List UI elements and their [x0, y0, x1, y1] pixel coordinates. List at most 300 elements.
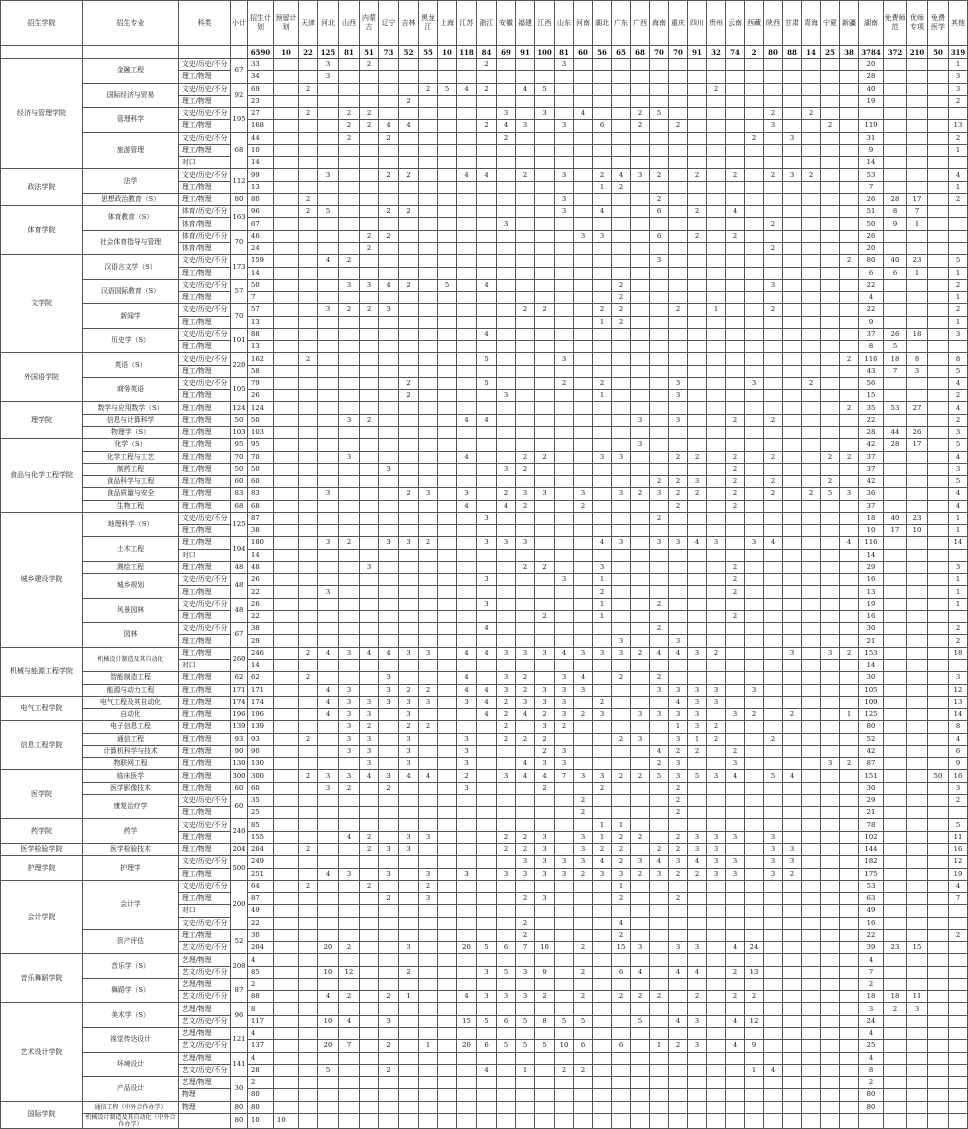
value-cell: [764, 610, 783, 622]
value-cell: 4: [612, 169, 631, 181]
value-cell: [339, 476, 360, 488]
value-cell: [764, 758, 783, 770]
college-cell: 护理学院: [1, 856, 83, 881]
value-cell: [419, 586, 438, 598]
value-cell: [745, 758, 764, 770]
value-cell: 3: [669, 390, 688, 402]
value-cell: [745, 574, 764, 586]
value-cell: [593, 929, 612, 941]
value-cell: [419, 390, 438, 402]
value-cell: [928, 1015, 949, 1027]
value-cell: [612, 660, 631, 672]
value-cell: [379, 745, 399, 757]
value-cell: 3: [497, 868, 516, 880]
value-cell: 4: [248, 954, 274, 966]
value-cell: [457, 476, 477, 488]
value-cell: [497, 635, 516, 647]
plan-type-cell: 理工/物理: [179, 844, 231, 856]
value-cell: [574, 525, 593, 537]
value-cell: [299, 230, 318, 242]
value-cell: 6: [574, 1040, 593, 1052]
value-cell: [497, 623, 516, 635]
value-cell: 31: [859, 132, 884, 144]
value-cell: [726, 1101, 745, 1113]
value-cell: [631, 463, 650, 475]
value-cell: [707, 942, 726, 954]
value-cell: [726, 647, 745, 659]
value-cell: [928, 206, 949, 218]
value-cell: [555, 451, 574, 463]
value-cell: 3: [555, 574, 574, 586]
value-cell: [438, 758, 457, 770]
value-cell: [318, 476, 339, 488]
total-cell: 51: [360, 46, 379, 59]
value-cell: [274, 218, 299, 230]
college-cell: 政法学院: [1, 169, 83, 206]
value-cell: 2: [299, 733, 318, 745]
value-cell: [574, 1089, 593, 1101]
value-cell: 2: [299, 353, 318, 365]
subtotal-cell: 70: [231, 230, 248, 255]
value-cell: [764, 230, 783, 242]
value-cell: [419, 169, 438, 181]
value-cell: [745, 1027, 764, 1039]
value-cell: [821, 856, 840, 868]
value-cell: [535, 1089, 555, 1101]
value-cell: [318, 1077, 339, 1089]
value-cell: 37: [859, 451, 884, 463]
value-cell: [783, 574, 802, 586]
value-cell: [516, 279, 535, 291]
value-cell: [650, 794, 669, 806]
value-cell: 2: [884, 1003, 907, 1015]
value-cell: [764, 966, 783, 978]
value-cell: [457, 341, 477, 353]
plan-type-cell: 艺理/物理: [179, 978, 231, 990]
value-cell: [707, 144, 726, 156]
major-cell: 通信工程（中外合作办学）: [83, 1101, 179, 1113]
value-cell: [612, 353, 631, 365]
value-cell: [574, 598, 593, 610]
value-cell: [650, 574, 669, 586]
value-cell: 9: [859, 144, 884, 156]
value-cell: [457, 917, 477, 929]
value-cell: [438, 181, 457, 193]
value-cell: [555, 255, 574, 267]
value-cell: [419, 610, 438, 622]
value-cell: [688, 463, 707, 475]
major-cell: 化学工程与工艺: [83, 451, 179, 463]
value-cell: [497, 181, 516, 193]
value-cell: 182: [859, 856, 884, 868]
value-cell: [726, 537, 745, 549]
value-cell: [669, 1027, 688, 1039]
value-cell: [669, 108, 688, 120]
value-cell: 2: [516, 684, 535, 696]
value-cell: 3: [669, 537, 688, 549]
value-cell: 28: [859, 71, 884, 83]
value-cell: [379, 525, 399, 537]
value-cell: [928, 745, 949, 757]
value-cell: [726, 696, 745, 708]
value-cell: [555, 831, 574, 843]
value-cell: [593, 83, 612, 95]
value-cell: [783, 525, 802, 537]
value-cell: [399, 672, 419, 684]
value-cell: [783, 279, 802, 291]
value-cell: [802, 1064, 821, 1076]
value-cell: [650, 353, 669, 365]
value-cell: 2: [535, 451, 555, 463]
value-cell: 2: [612, 856, 631, 868]
value-cell: [726, 377, 745, 389]
table-row: [1, 304, 968, 316]
value-cell: [318, 819, 339, 831]
value-cell: 2: [399, 488, 419, 500]
college-cell: 城乡建设学院: [1, 512, 83, 647]
value-cell: 5: [949, 439, 968, 451]
header-cell: 甘肃: [783, 1, 802, 46]
value-cell: [612, 476, 631, 488]
value-cell: 7: [339, 1040, 360, 1052]
value-cell: [379, 488, 399, 500]
value-cell: 7: [884, 365, 907, 377]
value-cell: [274, 439, 299, 451]
value-cell: 2: [574, 1064, 593, 1076]
value-cell: [726, 1089, 745, 1101]
value-cell: [399, 426, 419, 438]
value-cell: 4: [497, 500, 516, 512]
value-cell: [593, 1040, 612, 1052]
value-cell: [379, 709, 399, 721]
value-cell: [707, 1077, 726, 1089]
table-row: [1, 512, 968, 524]
header-cell: 西藏: [745, 1, 764, 46]
value-cell: [928, 991, 949, 1003]
value-cell: [360, 856, 379, 868]
value-cell: [783, 1003, 802, 1015]
value-cell: [399, 353, 419, 365]
value-cell: 2: [949, 95, 968, 107]
value-cell: [802, 647, 821, 659]
value-cell: [631, 500, 650, 512]
value-cell: [457, 586, 477, 598]
value-cell: [650, 929, 669, 941]
value-cell: [274, 966, 299, 978]
value-cell: 2: [516, 733, 535, 745]
value-cell: [631, 696, 650, 708]
value-cell: [928, 512, 949, 524]
value-cell: [928, 476, 949, 488]
value-cell: 3: [631, 856, 650, 868]
value-cell: [612, 1027, 631, 1039]
value-cell: [274, 426, 299, 438]
table-row: [1, 169, 968, 181]
value-cell: [650, 635, 669, 647]
value-cell: [821, 770, 840, 782]
value-cell: 83: [248, 488, 274, 500]
table-row: [1, 206, 968, 218]
value-cell: 2: [859, 1077, 884, 1089]
value-cell: [497, 782, 516, 794]
value-cell: [318, 292, 339, 304]
value-cell: [438, 610, 457, 622]
subtotal-cell: 130: [231, 758, 248, 770]
value-cell: [399, 574, 419, 586]
value-cell: [928, 316, 949, 328]
value-cell: [650, 1113, 669, 1128]
value-cell: [339, 610, 360, 622]
header-cell: 招生学院: [1, 1, 83, 46]
value-cell: [688, 108, 707, 120]
value-cell: [783, 880, 802, 892]
value-cell: [516, 242, 535, 254]
value-cell: [497, 586, 516, 598]
value-cell: [783, 917, 802, 929]
value-cell: [802, 267, 821, 279]
value-cell: [631, 893, 650, 905]
value-cell: [726, 132, 745, 144]
value-cell: [379, 660, 399, 672]
value-cell: 14: [859, 549, 884, 561]
value-cell: 50: [248, 414, 274, 426]
value-cell: 3: [707, 684, 726, 696]
value-cell: [764, 709, 783, 721]
value-cell: [840, 218, 859, 230]
value-cell: [821, 844, 840, 856]
value-cell: 3: [593, 451, 612, 463]
value-cell: [821, 328, 840, 340]
value-cell: 33: [248, 59, 274, 71]
value-cell: [419, 905, 438, 917]
header-cell: 江苏: [457, 1, 477, 46]
value-cell: 26: [907, 426, 928, 438]
subtotal-cell: 60: [231, 794, 248, 819]
value-cell: [419, 476, 438, 488]
value-cell: [457, 377, 477, 389]
value-cell: 3: [669, 684, 688, 696]
value-cell: 3: [555, 758, 574, 770]
value-cell: 2: [631, 120, 650, 132]
value-cell: 4: [457, 991, 477, 1003]
value-cell: [821, 463, 840, 475]
value-cell: [339, 144, 360, 156]
value-cell: [274, 451, 299, 463]
subtotal-cell: 204: [231, 844, 248, 856]
value-cell: 2: [535, 709, 555, 721]
value-cell: [379, 1052, 399, 1064]
value-cell: [783, 1101, 802, 1113]
value-cell: [438, 525, 457, 537]
value-cell: [745, 451, 764, 463]
value-cell: 2: [516, 929, 535, 941]
value-cell: [438, 929, 457, 941]
value-cell: [339, 978, 360, 990]
value-cell: [497, 794, 516, 806]
value-cell: [299, 316, 318, 328]
value-cell: [555, 500, 574, 512]
value-cell: [745, 856, 764, 868]
value-cell: [688, 390, 707, 402]
value-cell: 1: [650, 1040, 669, 1052]
value-cell: [399, 132, 419, 144]
value-cell: [497, 193, 516, 205]
value-cell: [631, 954, 650, 966]
value-cell: [907, 1040, 928, 1052]
value-cell: 3: [555, 868, 574, 880]
value-cell: 4: [318, 868, 339, 880]
value-cell: [783, 1027, 802, 1039]
value-cell: [339, 426, 360, 438]
value-cell: [438, 353, 457, 365]
value-cell: 2: [949, 390, 968, 402]
value-cell: 3: [360, 745, 379, 757]
value-cell: [688, 1113, 707, 1128]
value-cell: [631, 402, 650, 414]
value-cell: 3: [612, 635, 631, 647]
value-cell: [707, 463, 726, 475]
value-cell: [497, 819, 516, 831]
value-cell: [907, 157, 928, 169]
value-cell: [574, 1003, 593, 1015]
value-cell: [840, 132, 859, 144]
value-cell: [497, 954, 516, 966]
value-cell: [438, 831, 457, 843]
value-cell: [593, 500, 612, 512]
value-cell: [477, 1052, 497, 1064]
value-cell: [745, 954, 764, 966]
table-row: [1, 598, 968, 610]
value-cell: [457, 426, 477, 438]
value-cell: 22: [248, 917, 274, 929]
major-cell: 食品科学与工程: [83, 476, 179, 488]
value-cell: [612, 402, 631, 414]
value-cell: 2: [707, 733, 726, 745]
value-cell: [688, 242, 707, 254]
value-cell: [299, 574, 318, 586]
value-cell: [574, 132, 593, 144]
value-cell: [821, 193, 840, 205]
value-cell: [783, 476, 802, 488]
total-cell: 52: [399, 46, 419, 59]
value-cell: [438, 169, 457, 181]
value-cell: [802, 610, 821, 622]
value-cell: 13: [745, 966, 764, 978]
value-cell: 2: [688, 169, 707, 181]
value-cell: [274, 844, 299, 856]
value-cell: [299, 255, 318, 267]
value-cell: [821, 132, 840, 144]
value-cell: [497, 316, 516, 328]
value-cell: [688, 71, 707, 83]
total-cell: 3784: [859, 46, 884, 59]
value-cell: [631, 292, 650, 304]
subtotal-cell: 60: [231, 476, 248, 488]
value-cell: [688, 635, 707, 647]
value-cell: [457, 574, 477, 586]
value-cell: [274, 1089, 299, 1101]
value-cell: [274, 721, 299, 733]
value-cell: [802, 991, 821, 1003]
value-cell: [631, 451, 650, 463]
value-cell: [669, 193, 688, 205]
value-cell: [339, 525, 360, 537]
value-cell: [593, 1077, 612, 1089]
value-cell: [764, 377, 783, 389]
value-cell: [783, 807, 802, 819]
value-cell: 20: [457, 942, 477, 954]
value-cell: [516, 525, 535, 537]
value-cell: [612, 193, 631, 205]
value-cell: [516, 1113, 535, 1128]
value-cell: [884, 819, 907, 831]
value-cell: [840, 905, 859, 917]
value-cell: [339, 328, 360, 340]
value-cell: [555, 929, 574, 941]
value-cell: [379, 978, 399, 990]
value-cell: 2: [339, 991, 360, 1003]
college-cell: 会计学院: [1, 880, 83, 954]
value-cell: [574, 733, 593, 745]
value-cell: [928, 561, 949, 573]
value-cell: [274, 929, 299, 941]
value-cell: 3: [399, 831, 419, 843]
value-cell: [612, 328, 631, 340]
value-cell: 2: [949, 623, 968, 635]
value-cell: [438, 1052, 457, 1064]
value-cell: 3: [555, 672, 574, 684]
value-cell: [274, 463, 299, 475]
value-cell: [745, 782, 764, 794]
value-cell: [318, 525, 339, 537]
value-cell: [379, 586, 399, 598]
value-cell: [379, 942, 399, 954]
value-cell: 87: [859, 758, 884, 770]
value-cell: [535, 476, 555, 488]
value-cell: [650, 157, 669, 169]
value-cell: 3: [535, 647, 555, 659]
value-cell: 29: [248, 635, 274, 647]
value-cell: [907, 537, 928, 549]
plan-type-cell: 文史/历史/不分: [179, 132, 231, 144]
value-cell: [949, 341, 968, 353]
header-row: [1, 1, 968, 46]
value-cell: 4: [949, 451, 968, 463]
value-cell: [457, 623, 477, 635]
value-cell: 2: [802, 108, 821, 120]
value-cell: [631, 341, 650, 353]
value-cell: [555, 586, 574, 598]
value-cell: 2: [593, 844, 612, 856]
value-cell: 2: [669, 831, 688, 843]
value-cell: 12: [949, 856, 968, 868]
subtotal-cell: 67: [231, 59, 248, 84]
value-cell: 2: [949, 794, 968, 806]
value-cell: [339, 488, 360, 500]
value-cell: [399, 83, 419, 95]
value-cell: [574, 549, 593, 561]
value-cell: [764, 1027, 783, 1039]
value-cell: [726, 819, 745, 831]
major-cell: 电气工程及其自动化: [83, 696, 179, 708]
value-cell: [339, 623, 360, 635]
value-cell: [477, 95, 497, 107]
plan-type-cell: 文史/历史/不分: [179, 279, 231, 291]
value-cell: [821, 1113, 840, 1128]
value-cell: [707, 758, 726, 770]
value-cell: [299, 157, 318, 169]
value-cell: [884, 377, 907, 389]
